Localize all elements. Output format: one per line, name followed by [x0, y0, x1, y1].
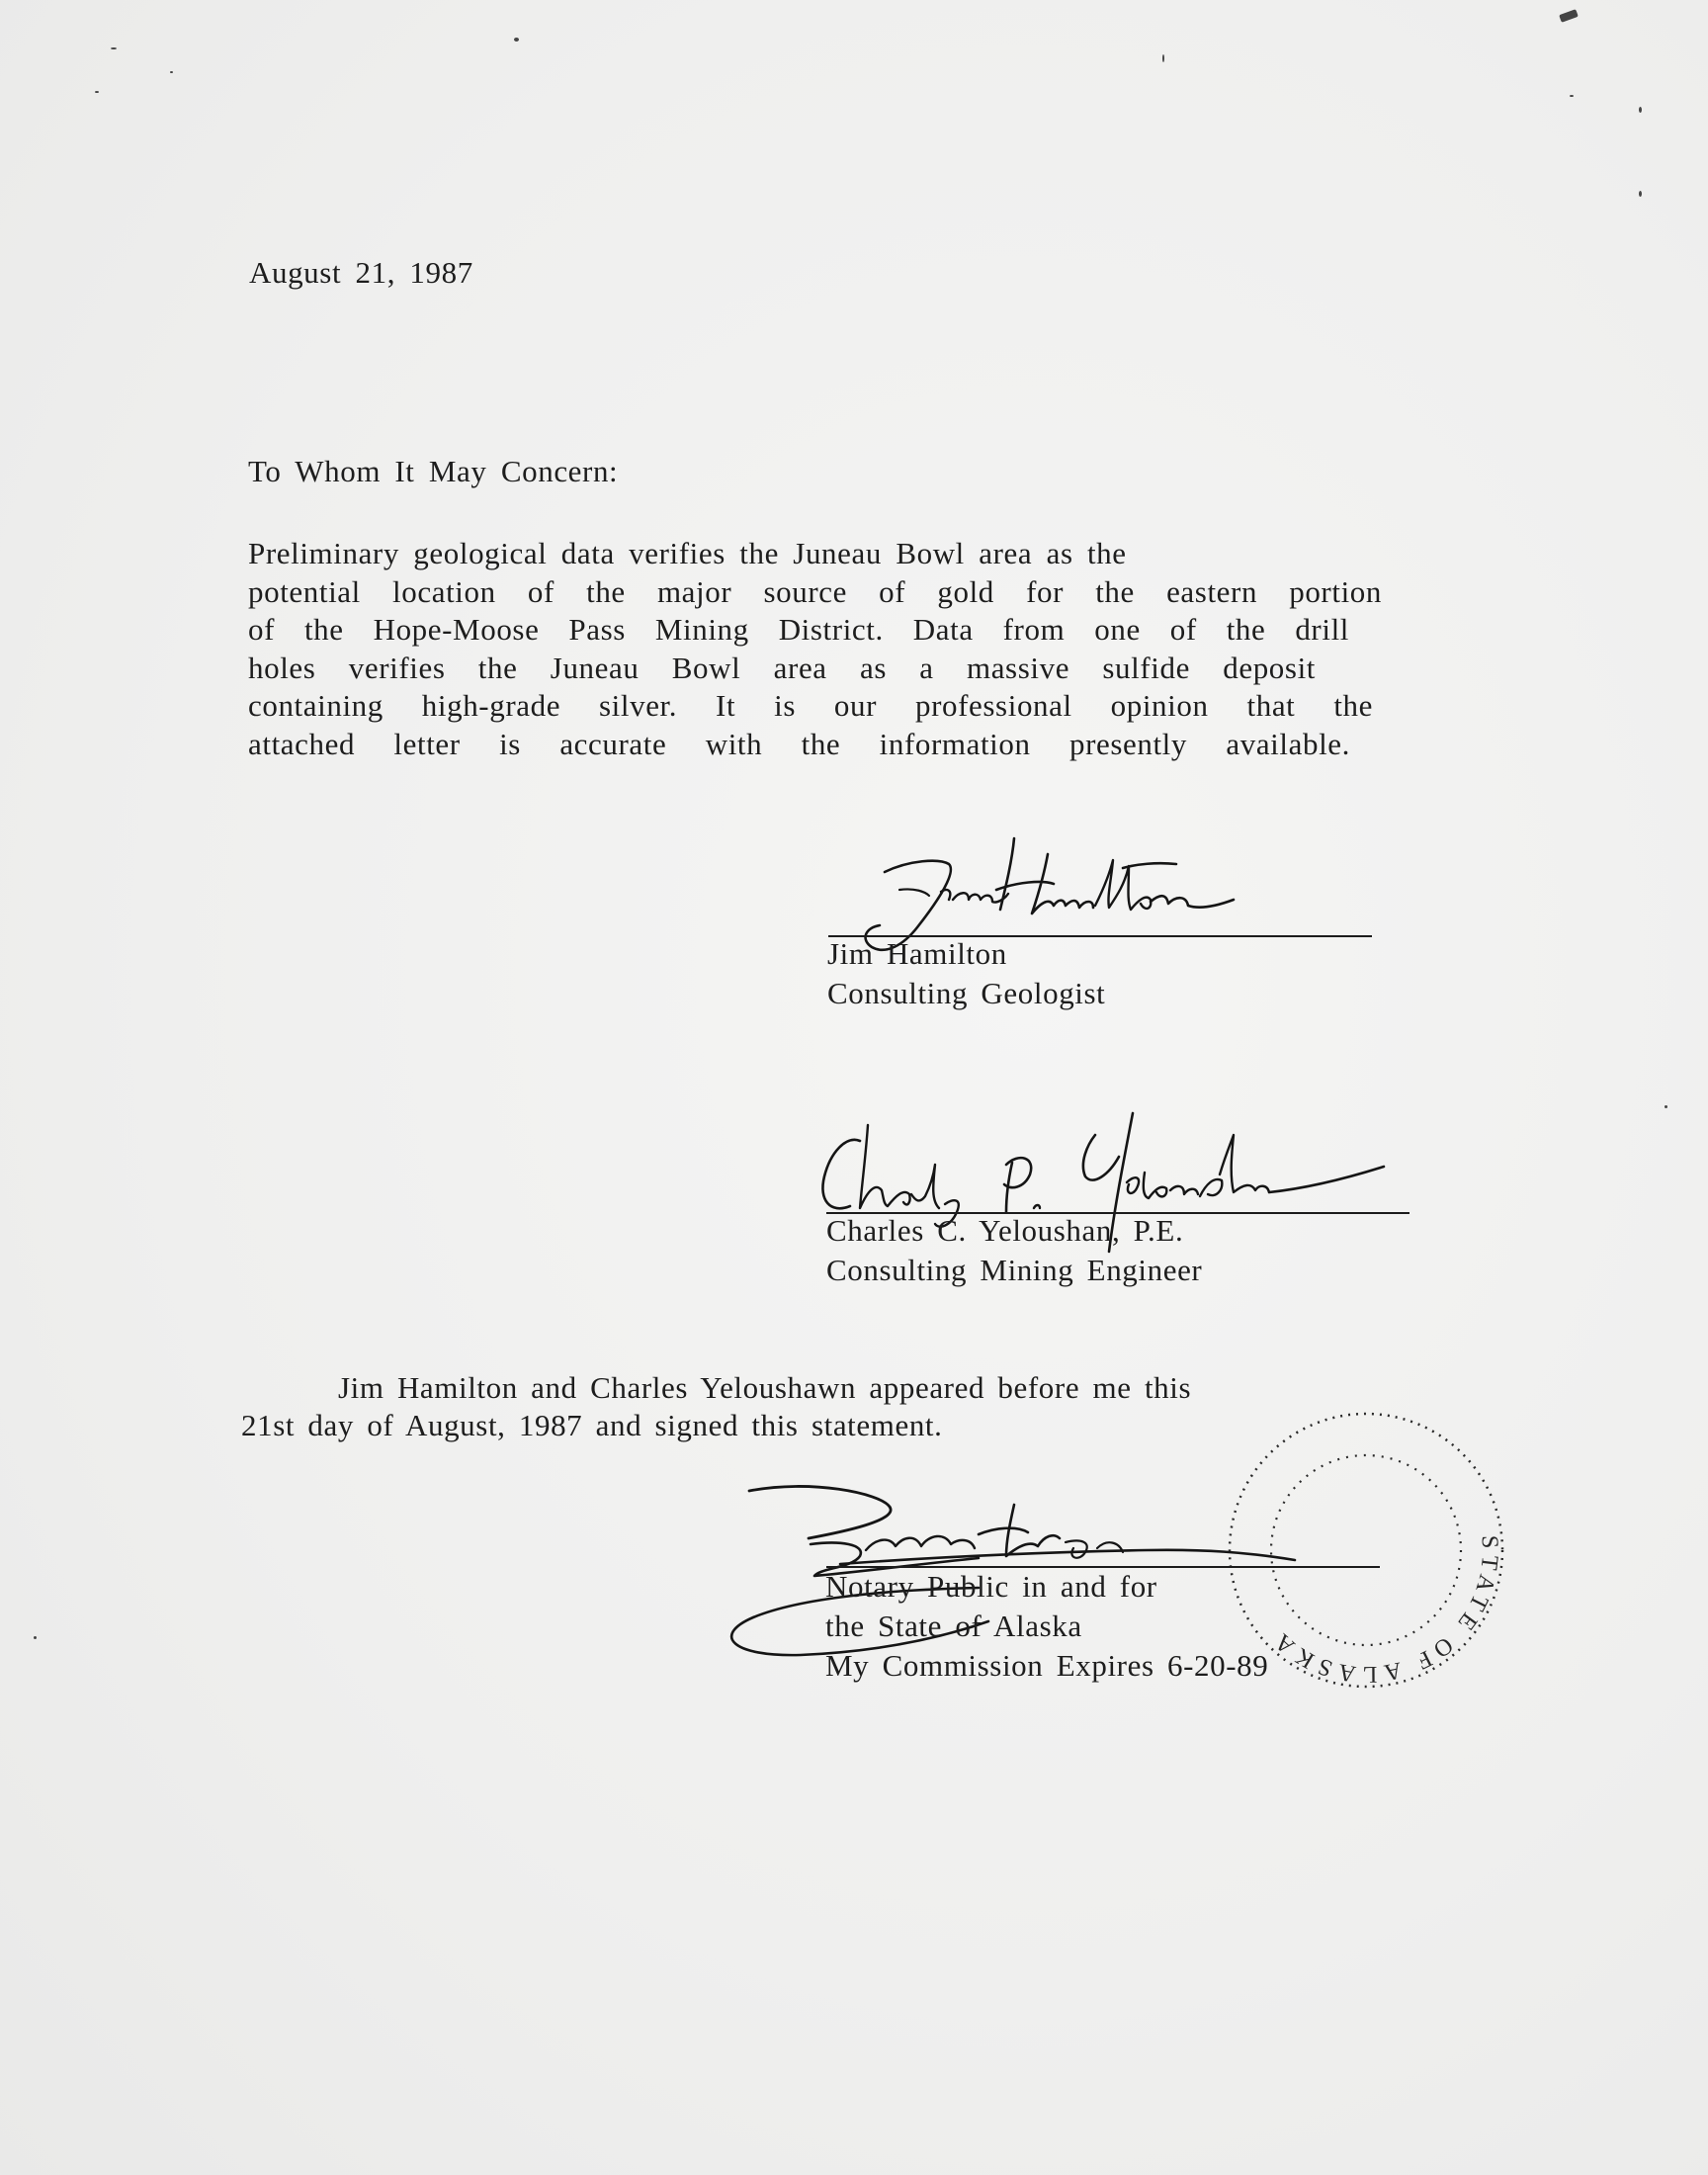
- body-line: holes verifies the Juneau Bowl area as a massive sulfide deposit: [248, 650, 1316, 685]
- body-line: attached letter is accurate with the information presently available.: [248, 726, 1350, 761]
- signatory-title: Consulting Mining Engineer: [826, 1253, 1203, 1287]
- signatory-name: Jim Hamilton: [827, 936, 1007, 971]
- signatory-block-1: [827, 934, 1105, 1013]
- body-line: containing high-grade silver. It is our professional opinion that the: [248, 688, 1373, 723]
- signatory-title: Consulting Geologist: [827, 976, 1106, 1010]
- notary-line: My Commission Expires 6-20-89: [825, 1648, 1269, 1683]
- body-line: Preliminary geological data verifies the Juneau Bowl area as the: [248, 536, 1127, 570]
- body-line: of the Hope-Moose Pass Mining District. Data from one of the drill: [248, 612, 1349, 647]
- seal-text: STATE OF ALASKA: [1265, 1534, 1503, 1688]
- signatory-name: Charles C. Yeloushan, P.E.: [826, 1213, 1184, 1248]
- notary-line: Notary Public in and for: [825, 1569, 1157, 1604]
- body-paragraph: [248, 535, 1382, 763]
- signatory-block-2: [826, 1211, 1202, 1290]
- letter-date: August 21, 1987: [249, 255, 473, 290]
- notary-statement: [241, 1369, 1191, 1444]
- notary-block: [825, 1567, 1268, 1686]
- notary-statement-line: 21st day of August, 1987 and signed this statement.: [241, 1408, 943, 1442]
- body-line: potential location of the major source of gold for the eastern portion: [248, 573, 1382, 609]
- notary-statement-line: Jim Hamilton and Charles Yeloushawn appeared before me this: [338, 1370, 1192, 1405]
- salutation: To Whom It May Concern:: [248, 454, 619, 488]
- notary-line: the State of Alaska: [825, 1609, 1082, 1643]
